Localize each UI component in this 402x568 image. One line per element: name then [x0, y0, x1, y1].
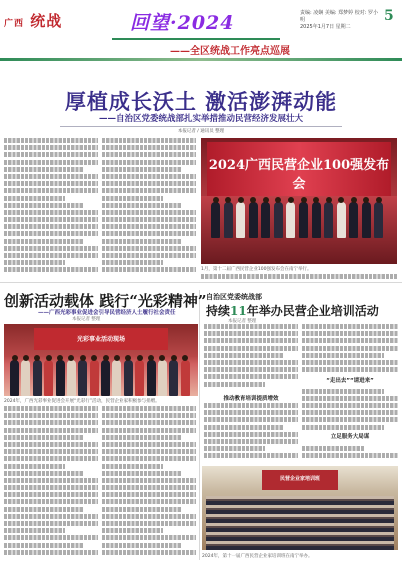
text-line: [302, 360, 398, 365]
person-head: [182, 355, 188, 361]
text-line: [102, 535, 196, 540]
text-line: [4, 174, 98, 179]
person-figure: [236, 202, 245, 238]
article3-headline-num: 11: [230, 304, 247, 318]
text-line: [102, 145, 196, 150]
text-line: [204, 338, 298, 343]
text-line: [302, 346, 398, 351]
masthead-info-line: 2025年1月7日 星期二: [300, 24, 351, 30]
page-number: 5: [384, 8, 394, 24]
text-line: [102, 160, 196, 165]
article3-byline: 本报记者 整理: [228, 319, 257, 324]
text-line: [4, 464, 65, 469]
photo-charity-event: [4, 324, 198, 396]
person-figure: [349, 202, 358, 238]
text-line: [4, 413, 98, 418]
paper-logo: [4, 10, 62, 31]
text-line: [204, 446, 265, 451]
text-line: [102, 138, 196, 143]
text-line: [4, 196, 65, 201]
text-line: [302, 367, 398, 372]
text-line: [204, 417, 298, 422]
article3-pretitle: 自治区党委统战部: [206, 293, 262, 301]
article3-section-head: “走出去”“请进来”: [326, 378, 374, 384]
person-head: [46, 355, 52, 361]
text-line: [302, 453, 398, 458]
text-line: [102, 260, 163, 265]
text-line: [4, 231, 98, 236]
lead-headline: 厚植成长沃土 激活澎湃动能: [64, 89, 338, 114]
person-head: [275, 197, 281, 203]
person-figure: [124, 360, 133, 396]
photo3-caption: 2024年，第十一届广西民营企业家培训班在南宁举办。: [202, 554, 313, 559]
text-line: [102, 492, 196, 497]
text-line: [204, 432, 298, 437]
text-line: [102, 507, 182, 512]
text-line: [4, 492, 98, 497]
text-line: [204, 331, 298, 336]
person-head: [114, 355, 120, 361]
text-line: [102, 528, 163, 533]
text-line: [102, 413, 196, 418]
text-line: [102, 267, 196, 272]
text-line: [4, 138, 98, 143]
person-head: [34, 355, 40, 361]
photo2-caption: 2024年，广西光彩事业促进会开展“光彩行”活动，民营企业家积极参与捐赠。: [4, 399, 160, 404]
masthead-stripe: [0, 58, 402, 61]
text-line: [102, 217, 196, 222]
stage-screen-title: 2024广西民营企业100强发布会: [208, 158, 390, 192]
text-line: [102, 514, 196, 519]
text-line: [4, 253, 98, 258]
text-line: [4, 217, 98, 222]
text-line: [102, 224, 196, 229]
article2-byline: 本报记者 整理: [72, 317, 101, 322]
photo-award-ceremony: [201, 138, 397, 264]
person-head: [326, 197, 332, 203]
text-line: [302, 425, 384, 430]
text-line: [4, 442, 98, 447]
event-participants: [10, 360, 192, 390]
text-line: [302, 331, 398, 336]
text-line: [302, 338, 398, 343]
person-figure: [112, 360, 121, 396]
text-line: [4, 514, 98, 519]
text-line: [102, 499, 196, 504]
person-figure: [67, 360, 76, 396]
person-head: [213, 197, 219, 203]
text-line: [4, 181, 98, 186]
text-line: [102, 485, 196, 490]
person-figure: [135, 360, 144, 396]
person-head: [351, 197, 357, 203]
person-figure: [374, 202, 383, 238]
text-line: [4, 507, 84, 512]
text-line: [4, 550, 98, 555]
text-line: [4, 246, 98, 251]
text-line: [204, 425, 284, 430]
person-figure: [44, 360, 53, 396]
person-figure: [56, 360, 65, 396]
article3-section-head: 推动教育培训提质增效: [223, 396, 279, 402]
article3-headline-a: 持续: [206, 304, 231, 318]
text-line: [102, 188, 196, 193]
text-line: [4, 528, 65, 533]
text-line: [302, 389, 384, 394]
event-banner: 光彩事业活动现场: [76, 336, 125, 343]
text-line: [4, 260, 65, 265]
person-figure: [78, 360, 87, 396]
person-head: [12, 355, 18, 361]
lead-subhead: ——自治区党委统战部扎实举措推动民营经济发展壮大: [98, 114, 303, 124]
person-figure: [21, 360, 30, 396]
person-head: [363, 197, 369, 203]
text-line: [4, 152, 98, 157]
masthead: [0, 0, 402, 64]
text-line: [4, 485, 98, 490]
training-banner: 民营企业家培训班: [279, 476, 320, 482]
person-figure: [169, 360, 178, 396]
text-line: [102, 456, 196, 461]
person-head: [23, 355, 29, 361]
photo-training-session: [202, 466, 398, 550]
text-line: [102, 174, 196, 179]
text-line: [4, 435, 84, 440]
paper-name: 统战: [30, 12, 63, 30]
text-line: [102, 210, 196, 215]
banner-title: 回望·2024: [130, 12, 235, 34]
paper-prefix: 广西: [4, 19, 25, 29]
text-line: [302, 324, 398, 329]
person-figure: [33, 360, 42, 396]
text-line: [4, 449, 98, 454]
text-line: [4, 203, 84, 208]
person-head: [91, 355, 97, 361]
training-audience: [206, 496, 394, 550]
person-figure: [10, 360, 19, 396]
text-line: [4, 188, 98, 193]
text-line: [204, 324, 298, 329]
article2-text-col1: [4, 406, 98, 562]
article3-headline-b: 年举办民营企业培训活动: [246, 304, 379, 318]
text-line: [204, 374, 298, 379]
person-head: [263, 197, 269, 203]
person-figure: [337, 202, 346, 238]
text-line: [204, 360, 298, 365]
text-line: [204, 410, 298, 415]
person-figure: [274, 202, 283, 238]
person-figure: [286, 202, 295, 238]
person-figure: [181, 360, 190, 396]
article2-headline: 创新活动载体 践行“光彩精神”: [4, 292, 207, 310]
masthead-info: [300, 10, 380, 31]
person-head: [103, 355, 109, 361]
award-recipients: [211, 202, 387, 242]
person-head: [376, 197, 382, 203]
text-line: [102, 239, 182, 244]
banner-rule: [112, 38, 280, 40]
person-figure: [312, 202, 321, 238]
text-line: [4, 428, 98, 433]
text-line: [102, 449, 196, 454]
person-head: [57, 355, 63, 361]
person-figure: [362, 202, 371, 238]
lead-byline: 本报记者 / 通讯员 整理: [177, 129, 225, 134]
person-figure: [224, 202, 233, 238]
text-line: [204, 453, 298, 458]
text-line: [201, 274, 397, 279]
lead-text-col2: [102, 138, 196, 278]
text-line: [102, 428, 196, 433]
person-figure: [211, 202, 220, 238]
text-line: [4, 535, 98, 540]
person-figure: [299, 202, 308, 238]
text-line: [4, 456, 98, 461]
lead-text-col1: [4, 138, 98, 278]
section-title: ——全区统战工作亮点巡展: [170, 46, 290, 57]
column-divider: [199, 290, 200, 560]
text-line: [302, 353, 384, 358]
article3-text-col1: [204, 324, 298, 462]
text-line: [102, 442, 196, 447]
text-gap: [204, 389, 298, 394]
text-line: [102, 231, 196, 236]
person-figure: [324, 202, 333, 238]
photo1-caption: 1月，第十二届广西民营企业100强发布会在南宁举行。: [201, 267, 312, 272]
person-head: [68, 355, 74, 361]
person-figure: [90, 360, 99, 396]
person-figure: [101, 360, 110, 396]
text-line: [102, 246, 196, 251]
text-line: [102, 203, 182, 208]
text-line: [204, 346, 298, 351]
text-line: [4, 521, 98, 526]
person-head: [313, 197, 319, 203]
article3-headline: [206, 302, 379, 319]
text-line: [4, 478, 98, 483]
person-head: [288, 197, 294, 203]
text-line: [4, 210, 98, 215]
person-figure: [158, 360, 167, 396]
text-line: [102, 435, 182, 440]
text-line: [302, 417, 398, 422]
text-line: [102, 196, 163, 201]
text-line: [302, 446, 364, 451]
person-figure: [261, 202, 270, 238]
person-head: [238, 197, 244, 203]
text-line: [4, 239, 84, 244]
text-line: [204, 403, 298, 408]
lead-text-col3: [201, 274, 397, 282]
section-divider: [0, 282, 402, 283]
masthead-info-line: 责编: 凌娴 美编: 郑梦婷 校对: 罗小明: [300, 10, 379, 23]
text-line: [4, 499, 98, 504]
text-line: [102, 478, 196, 483]
text-line: [4, 420, 98, 425]
person-head: [338, 197, 344, 203]
text-line: [302, 396, 398, 401]
article2-text-col2: [102, 406, 196, 562]
text-line: [4, 145, 98, 150]
person-head: [80, 355, 86, 361]
text-line: [204, 367, 298, 372]
article3-text-col2: [302, 324, 398, 462]
text-line: [102, 253, 196, 258]
text-line: [102, 471, 182, 476]
article3-section-head: 立足服务大局谋: [330, 434, 370, 440]
text-line: [302, 410, 398, 415]
headline-rule: [60, 126, 342, 127]
text-line: [4, 543, 84, 548]
text-line: [4, 167, 84, 172]
text-line: [204, 439, 298, 444]
text-line: [102, 406, 196, 411]
text-line: [102, 464, 163, 469]
person-head: [225, 197, 231, 203]
text-line: [204, 353, 284, 358]
person-head: [301, 197, 307, 203]
person-head: [159, 355, 165, 361]
person-figure: [147, 360, 156, 396]
person-figure: [249, 202, 258, 238]
text-line: [102, 152, 196, 157]
person-head: [171, 355, 177, 361]
text-line: [4, 224, 98, 229]
text-line: [204, 382, 265, 387]
text-line: [102, 167, 182, 172]
text-line: [102, 550, 196, 555]
person-head: [137, 355, 143, 361]
text-line: [102, 543, 182, 548]
text-line: [302, 403, 398, 408]
text-line: [102, 420, 196, 425]
person-head: [125, 355, 131, 361]
text-line: [4, 267, 98, 272]
text-line: [4, 406, 98, 411]
article2-subhead: ——广西光彩事业促进会引导民营经济人士履行社会责任: [38, 310, 176, 316]
text-line: [4, 471, 84, 476]
person-head: [148, 355, 154, 361]
text-line: [102, 181, 196, 186]
text-line: [4, 160, 98, 165]
person-head: [250, 197, 256, 203]
text-line: [102, 521, 196, 526]
